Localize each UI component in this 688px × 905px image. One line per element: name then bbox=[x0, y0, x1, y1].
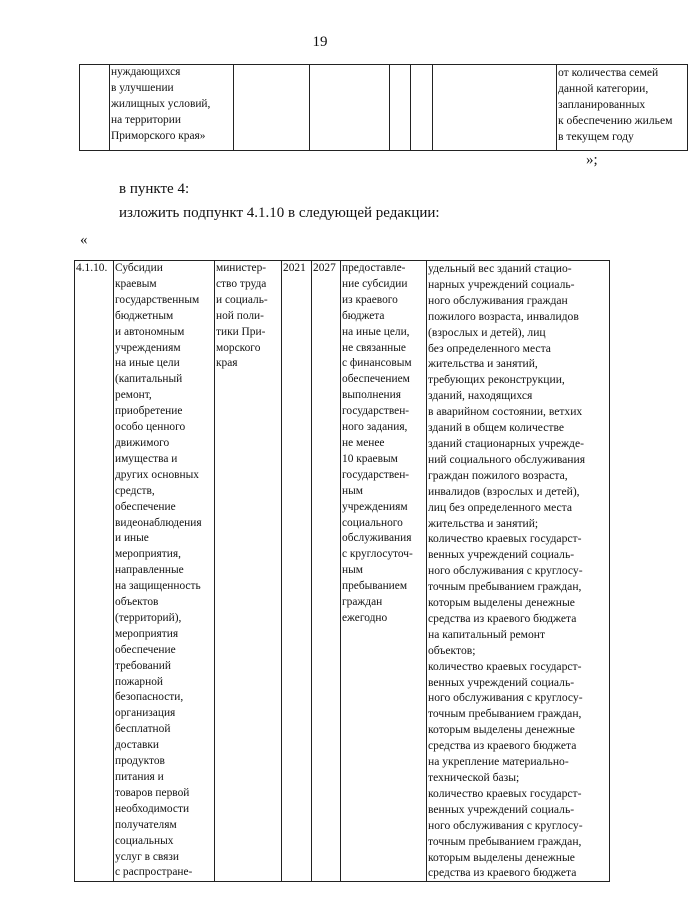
table-cell bbox=[215, 261, 282, 882]
row-name-text: Субсидии краевым государственным бюджетным и автономным учреждениям на иные цели (капитальный ремонт, приобретение особо ценного движимого имущества и других основных средств, обеспечение видеонаблюдения и иные мероприятия, направленные на защищенность объектов (территорий), мероприятия обеспечение требований пожарной безопасности, организация бесплатной доставки продуктов питания и товаров первой необходимости получателям социальных услуг в связи с распростране- bbox=[115, 262, 202, 879]
row-year-end: 2027 bbox=[313, 262, 336, 274]
table-cell bbox=[341, 261, 427, 882]
page-number: 19 bbox=[312, 34, 328, 50]
table-row bbox=[80, 65, 688, 151]
previous-table-fragment bbox=[79, 64, 688, 151]
table-cell bbox=[390, 65, 411, 151]
table-cell bbox=[433, 65, 557, 151]
row-code: 4.1.10. bbox=[76, 262, 108, 274]
table-cell bbox=[312, 261, 341, 882]
closing-quote-mark: »; bbox=[586, 152, 598, 168]
prev-row-indicator-text: от количества семей данной категории, запланированных к обеспечению жильем в текущем году bbox=[558, 66, 673, 143]
instruction-paragraph-2: изложить подпункт 4.1.10 в следующей редакции: bbox=[119, 205, 440, 221]
row-executor-text: министер- ство труда и социаль- ной поли- тики При- морского края bbox=[216, 262, 268, 370]
table-cell bbox=[114, 261, 215, 882]
table-row bbox=[75, 261, 610, 882]
prev-row-name-text: нуждающихся в улучшении жилищных условий, на территории Приморского края» bbox=[111, 66, 211, 142]
table-cell bbox=[282, 261, 312, 882]
table-cell bbox=[234, 65, 310, 151]
table-cell bbox=[427, 261, 610, 882]
opening-quote-mark: « bbox=[80, 232, 88, 248]
table-cell bbox=[557, 65, 688, 151]
row-year-start: 2021 bbox=[283, 262, 306, 274]
table-cell bbox=[310, 65, 390, 151]
row-indicator-text: удельный вес зданий стацио- нарных учреждений социаль- ного обслуживания граждан пожилого возраста, инвалидов (взрослых и детей), лиц без определенного места жительства и занятий, требующих реконструкции, зданий, находящихся в аварийном состоянии, ветхих зданий в общем количестве зданий стационарных учрежде- ний социального обслуживания граждан пожилого возраста, инвалидов (взрослых и детей), лиц без определенного места жительства и занятий; количество краевых государст- венных учреждений социаль- ного обслуживания с круглосу- точным пребыванием граждан, которым выделены денежные средства из краевого бюджета на капитальный ремонт объектов; количество краевых государст- венных учреждений социаль- ного обслуживания с круглосу- точным пребыванием граждан, которым выделены денежные средства из краевого бюджета на укрепление материально- технической базы; количество краевых государст- венных учреждений социаль- ного обслуживания с круглосу- точным пребыванием граждан, которым выделены денежные средства из краевого бюджета bbox=[428, 262, 586, 880]
row-result-text: предоставле- ние субсидии из краевого бюджета на иные цели, не связанные с финансовым обеспечением выполнения государствен- ного задания, не менее 10 краевым государствен- ным учреждениям социального обслуживания с круглосуточ- ным пребыванием граждан ежегодно bbox=[342, 262, 413, 624]
instruction-paragraph-1: в пункте 4: bbox=[119, 181, 190, 197]
subsection-4-1-10-table bbox=[74, 260, 610, 882]
table-cell bbox=[80, 65, 110, 151]
table-cell bbox=[75, 261, 114, 882]
table-cell bbox=[411, 65, 433, 151]
table-cell bbox=[110, 65, 234, 151]
